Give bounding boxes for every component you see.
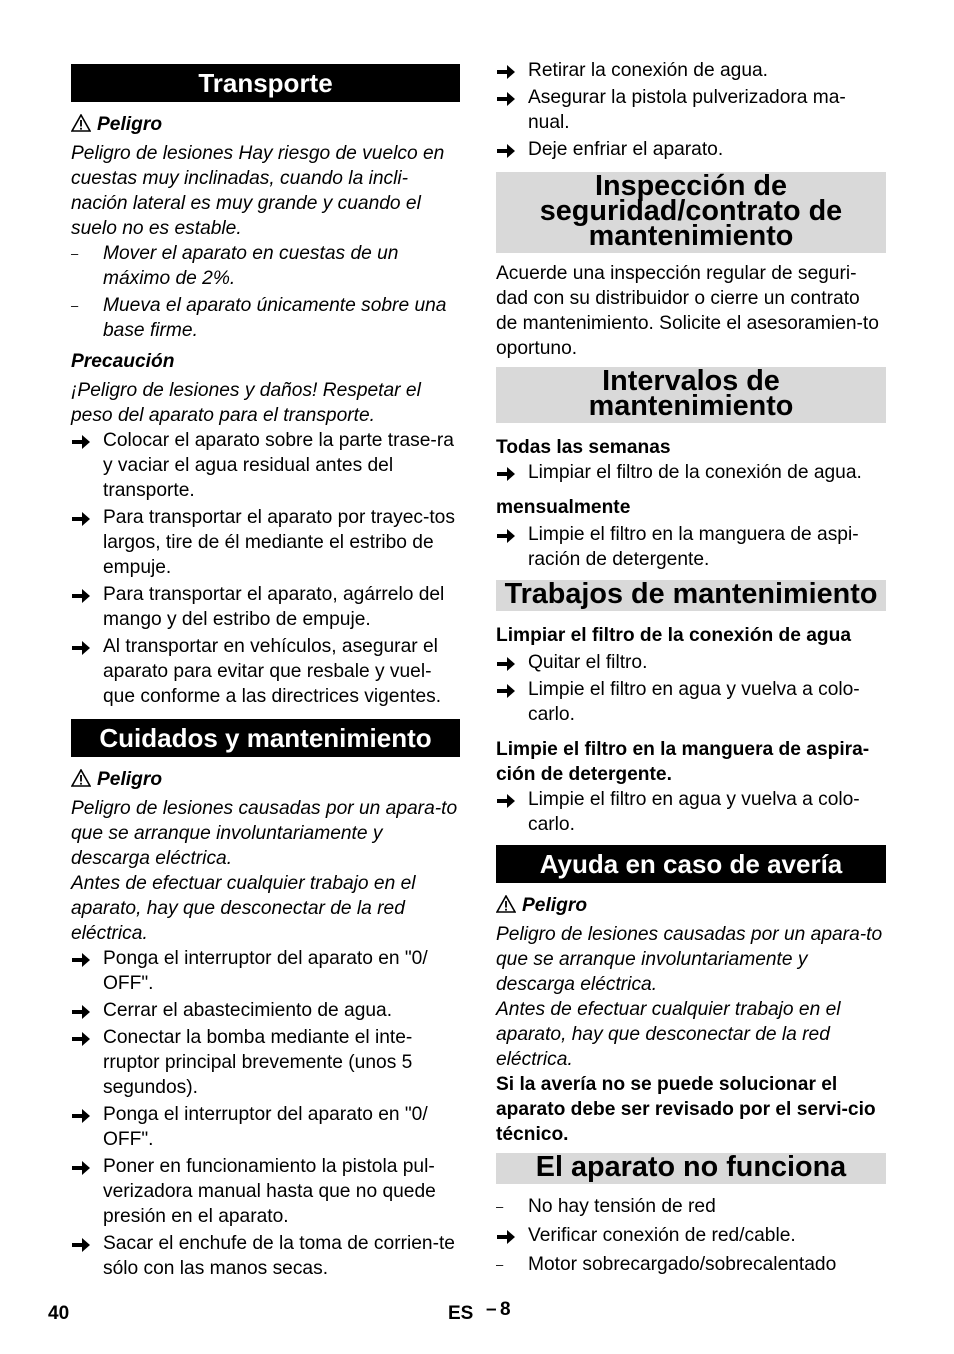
list-item: – Mueva el aparato únicamente sobre una base firme. xyxy=(71,295,447,341)
step-item: Limpie el filtro en agua y vuelva a colo-carlo. xyxy=(496,787,886,837)
step-item: Deje enfriar el aparato. xyxy=(496,137,886,162)
step-item: Retirar la conexión de agua. xyxy=(496,58,886,83)
body-text: Acuerde una inspección regular de seguri-dad con su distribuidor o cierre un contrato de mantenimiento. Solicite el asesoramien-to oportuno. xyxy=(496,263,879,359)
section-title-trabajos: Trabajos de mantenimiento xyxy=(496,580,886,611)
step-item: Poner en funcionamiento la pistola pul-verizadora manual hasta que no quede presión en el aparato. xyxy=(71,1154,460,1229)
warning-heading: Peligro xyxy=(71,112,460,137)
step-item: Para transportar el aparato, agárrelo del mango y del estribo de empuje. xyxy=(71,582,460,632)
warning-triangle-icon xyxy=(496,895,522,916)
step-item: Al transportar en vehículos, asegurar el aparato para evitar que resbale y vuel-que conforme a las directrices vigentes. xyxy=(71,634,460,709)
warning-triangle-icon xyxy=(71,769,97,790)
right-column xyxy=(496,58,886,1277)
page-number: 40 xyxy=(48,1303,70,1324)
step-item: Sacar el enchufe de la toma de corrien-te sólo con las manos secas. xyxy=(71,1231,460,1281)
step-item: Limpiar el filtro de la conexión de agua. xyxy=(496,460,886,485)
step-item: Colocar el aparato sobre la parte trase-ra y vaciar el agua residual antes del transporte. xyxy=(71,428,460,503)
step-item: Para transportar el aparato por trayec-tos largos, tire de él mediante el estribo de empuje. xyxy=(71,505,460,580)
section-title-intervalos: Intervalos de mantenimiento xyxy=(496,367,886,423)
step-item: Cerrar el abastecimiento de agua. xyxy=(71,998,460,1023)
section-title-no-funciona: El aparato no funciona xyxy=(496,1153,886,1184)
dash-bullet: – xyxy=(496,1257,504,1272)
subheading: Limpiar el filtro de la conexión de agua xyxy=(496,625,852,646)
caution-heading: Precaución xyxy=(71,351,175,372)
section-title-ayuda: Ayuda en caso de avería xyxy=(496,845,886,883)
warning-heading: Peligro xyxy=(71,767,460,792)
cause-item: – No hay tensión de red xyxy=(496,1196,716,1217)
warning-text: Peligro de lesiones causadas por un apara-to que se arranque involuntariamente y descarga eléctrica. xyxy=(496,924,883,995)
dash-bullet: – xyxy=(496,1199,504,1214)
step-item: Quitar el filtro. xyxy=(496,650,886,675)
warning-heading: Peligro xyxy=(496,893,886,918)
step-item: Conectar la bomba mediante el inte-rruptor principal brevemente (unos 5 segundos). xyxy=(71,1025,460,1100)
footer-separator: – xyxy=(486,1299,497,1320)
language-code: ES xyxy=(448,1303,474,1324)
sub-page-number: 8 xyxy=(500,1299,511,1320)
list-item: – Mover el aparato en cuestas de un máximo de 2%. xyxy=(71,243,399,289)
section-title-inspeccion: Inspección de seguridad/contrato de mantenimiento xyxy=(496,172,886,253)
section-title-transporte: Transporte xyxy=(71,64,460,102)
step-item: Asegurar la pistola pulverizadora ma-nual. xyxy=(496,85,886,135)
step-item: Ponga el interruptor del aparato en "0/ OFF". xyxy=(71,946,460,996)
remedy-item: Verificar conexión de red/cable. xyxy=(496,1223,886,1248)
dash-bullet: – xyxy=(71,298,79,313)
subheading: Limpie el filtro en la manguera de aspira-ción de detergente. xyxy=(496,739,870,785)
left-column xyxy=(71,58,460,1281)
dash-bullet: – xyxy=(71,246,79,261)
service-note: Si la avería no se puede solucionar el aparato debe ser revisado por el servi-cio técnico. xyxy=(496,1074,876,1145)
section-title-cuidados: Cuidados y mantenimiento xyxy=(71,719,460,757)
warning-triangle-icon xyxy=(71,114,97,135)
step-item: Limpie el filtro en agua y vuelva a colo-carlo. xyxy=(496,677,886,727)
subheading: Todas las semanas xyxy=(496,437,671,458)
subheading: mensualmente xyxy=(496,497,631,518)
step-item: Limpie el filtro en la manguera de aspi-ración de detergente. xyxy=(496,522,886,572)
warning-text: Antes de efectuar cualquier trabajo en el aparato, hay que desconectar de la red eléctrica. xyxy=(496,999,841,1070)
warning-text: Antes de efectuar cualquier trabajo en el aparato, hay que desconectar de la red eléctrica. xyxy=(71,873,416,944)
cause-item: – Motor sobrecargado/sobrecalentado xyxy=(496,1254,837,1275)
caution-text: ¡Peligro de lesiones y daños! Respetar el peso del aparato para el transporte. xyxy=(71,380,421,426)
warning-text: Peligro de lesiones Hay riesgo de vuelco en cuestas muy inclinadas, cuando la incli-nación lateral es muy grande y cuando el suelo no es estable. xyxy=(71,143,445,239)
step-item: Ponga el interruptor del aparato en "0/ OFF". xyxy=(71,1102,460,1152)
warning-text: Peligro de lesiones causadas por un apara-to que se arranque involuntariamente y descarga eléctrica. xyxy=(71,798,458,869)
